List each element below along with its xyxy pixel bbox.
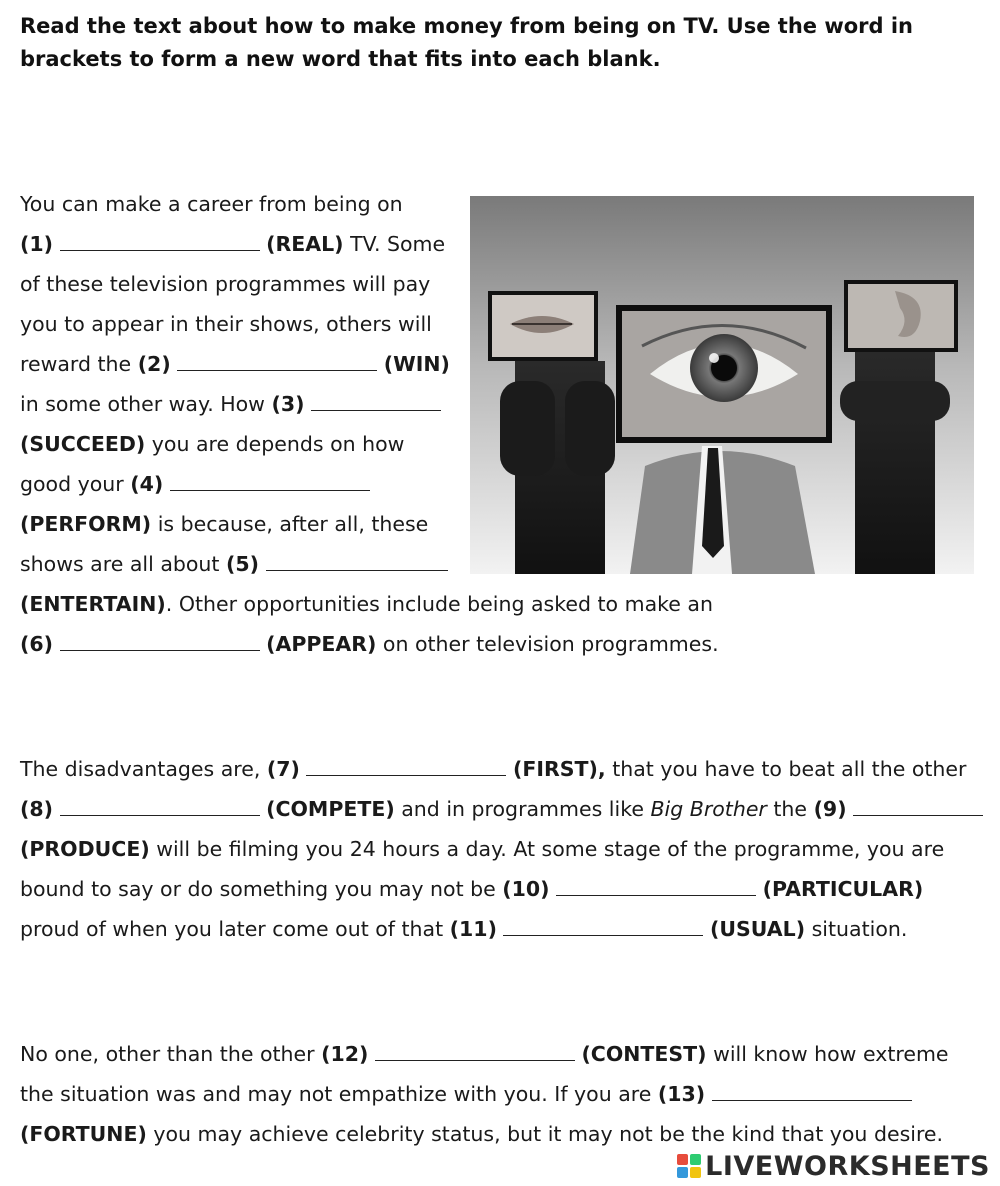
text: bound to say or do something you may not be bbox=[20, 877, 503, 901]
text: the situation was and may not empathize with you. If you are bbox=[20, 1082, 658, 1106]
text: situation. bbox=[805, 917, 908, 941]
gap-number-6: (6) bbox=[20, 632, 54, 656]
blank-9[interactable] bbox=[853, 793, 983, 816]
gap-number-12: (12) bbox=[321, 1042, 369, 1066]
base-word-11: (USUAL) bbox=[710, 917, 806, 941]
p1-line-11 bbox=[20, 584, 719, 624]
gap-number-3: (3) bbox=[271, 392, 305, 416]
photo-illustration bbox=[470, 196, 974, 574]
gap-number-11: (11) bbox=[449, 917, 497, 941]
text: that you have to beat all the other bbox=[605, 757, 967, 781]
p2-line-2 bbox=[20, 789, 983, 829]
text: TV. Some bbox=[343, 232, 446, 256]
text: . Other opportunities include being asked to make an bbox=[165, 592, 713, 616]
logo-square bbox=[690, 1154, 701, 1165]
show-title: Big Brother bbox=[650, 797, 767, 821]
text: in some other way. How bbox=[20, 392, 272, 416]
base-word-3: (SUCCEED) bbox=[20, 432, 146, 456]
text: the bbox=[766, 797, 814, 821]
blank-12[interactable] bbox=[375, 1038, 575, 1061]
text: is because, after all, these bbox=[151, 512, 429, 536]
p1-line-3: of these television programmes will pay bbox=[20, 272, 431, 296]
gap-number-13: (13) bbox=[657, 1082, 706, 1106]
base-word-8: (COMPETE) bbox=[266, 797, 395, 821]
blank-3[interactable] bbox=[311, 388, 441, 411]
text: reward the bbox=[20, 352, 138, 376]
base-word-13: (FORTUNE) bbox=[20, 1122, 147, 1146]
p2-line-3 bbox=[20, 829, 983, 869]
text: No one, other than the other bbox=[20, 1042, 322, 1066]
logo-square bbox=[677, 1167, 688, 1178]
text: on other television programmes. bbox=[376, 632, 719, 656]
base-word-10: (PARTICULAR) bbox=[762, 877, 924, 901]
text: will be filming you 24 hours a day. At some stage of the programme, you are bbox=[149, 837, 945, 861]
base-word-4: (PERFORM) bbox=[20, 512, 152, 536]
paragraph-2 bbox=[20, 749, 983, 949]
liveworksheets-logo[interactable] bbox=[677, 1148, 990, 1184]
blank-6[interactable] bbox=[60, 628, 260, 651]
gap-number-9: (9) bbox=[813, 797, 847, 821]
base-word-9: (PRODUCE) bbox=[20, 837, 150, 861]
gap-number-2: (2) bbox=[137, 352, 171, 376]
p2-line-5 bbox=[20, 909, 983, 949]
blank-11[interactable] bbox=[503, 913, 703, 936]
logo-square bbox=[690, 1167, 701, 1178]
blank-8[interactable] bbox=[60, 793, 260, 816]
blank-2[interactable] bbox=[177, 348, 377, 371]
base-word-12: (CONTEST) bbox=[581, 1042, 707, 1066]
p1-line-12 bbox=[20, 624, 719, 664]
text: proud of when you later come out of that bbox=[20, 917, 450, 941]
gap-number-7: (7) bbox=[266, 757, 300, 781]
logo-square bbox=[677, 1154, 688, 1165]
paragraph-3 bbox=[20, 1034, 949, 1154]
base-word-7: (FIRST), bbox=[512, 757, 606, 781]
gap-number-8: (8) bbox=[20, 797, 54, 821]
gap-number-5: (5) bbox=[225, 552, 259, 576]
logo-mark-icon bbox=[677, 1154, 701, 1178]
blank-4[interactable] bbox=[170, 468, 370, 491]
text: you may achieve celebrity status, but it may not be the kind that you desire. bbox=[146, 1122, 944, 1146]
gap-number-1: (1) bbox=[20, 232, 54, 256]
gap-number-10: (10) bbox=[502, 877, 550, 901]
base-word-6: (APPEAR) bbox=[266, 632, 377, 656]
gap-number-4: (4) bbox=[130, 472, 164, 496]
text: The disadvantages are, bbox=[20, 757, 267, 781]
text: will know how extreme bbox=[706, 1042, 949, 1066]
p3-line-1 bbox=[20, 1034, 949, 1074]
p1-line-1: You can make a career from being on bbox=[20, 192, 403, 216]
blank-10[interactable] bbox=[556, 873, 756, 896]
blank-1[interactable] bbox=[60, 228, 260, 251]
blank-7[interactable] bbox=[306, 753, 506, 776]
base-word-5: (ENTERTAIN) bbox=[20, 592, 166, 616]
blank-5[interactable] bbox=[266, 548, 448, 571]
base-word-1: (REAL) bbox=[266, 232, 344, 256]
blank-13[interactable] bbox=[712, 1078, 912, 1101]
p2-line-4 bbox=[20, 869, 983, 909]
logo-text: LIVEWORKSHEETS bbox=[705, 1150, 990, 1182]
p1-line-4: you to appear in their shows, others will bbox=[20, 312, 432, 336]
instructions: Read the text about how to make money from being on TV. Use the word in brackets to form a new word that fits into each blank. bbox=[20, 14, 914, 71]
text: good your bbox=[20, 472, 131, 496]
text: shows are all about bbox=[20, 552, 226, 576]
text: you are depends on how bbox=[145, 432, 405, 456]
reality-tv-photo bbox=[470, 196, 974, 574]
p3-line-2 bbox=[20, 1074, 949, 1114]
p2-line-1 bbox=[20, 749, 983, 789]
text: and in programmes like bbox=[394, 797, 651, 821]
base-word-2: (WIN) bbox=[383, 352, 450, 376]
